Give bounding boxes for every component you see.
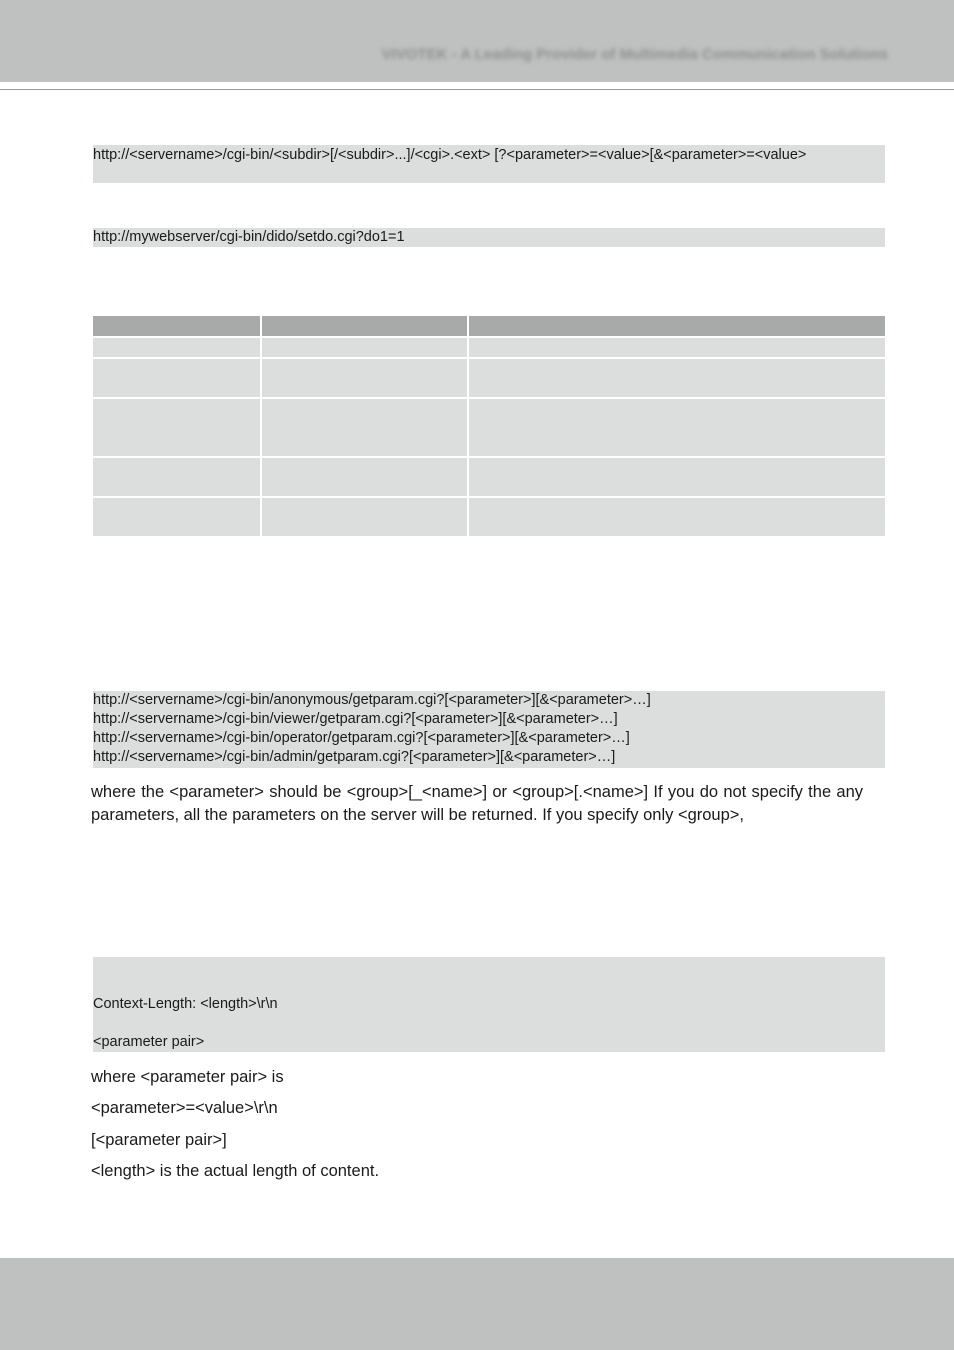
definition-line-4: <length> is the actual length of content. bbox=[91, 1162, 380, 1180]
url-syntax-line: http://<servername>/cgi-bin/<subdir>[/<subdir>...]/<cgi>.<ext> [?<parameter>=<value>[&<parameter>=<value> bbox=[93, 147, 807, 163]
parameter-pair-line: <parameter pair> bbox=[93, 1034, 205, 1050]
parameter-description-paragraph: where the <parameter> should be <group>[_<name>] or <group>[.<name>] If you do not specify the any parameters, all the parameters on the server will be returned. If you specify only <group>, bbox=[91, 783, 863, 824]
definition-line-2: <parameter>=<value>\r\n bbox=[91, 1099, 278, 1117]
getparam-url-operator: http://<servername>/cgi-bin/operator/getparam.cgi?[<parameter>][&<parameter>…] bbox=[93, 730, 630, 746]
table-cell bbox=[467, 498, 885, 536]
table-header-cell bbox=[260, 316, 467, 338]
table-cell bbox=[93, 338, 260, 359]
content-length-line: Context-Length: <length>\r\n bbox=[93, 996, 278, 1012]
table-header-cell bbox=[93, 316, 260, 338]
table-cell bbox=[93, 359, 260, 399]
blank-parameter-table bbox=[93, 316, 885, 536]
header-tagline: VIVOTEK - A Leading Provider of Multimedia Communication Solutions bbox=[381, 46, 888, 63]
table-cell bbox=[93, 458, 260, 498]
header-divider bbox=[0, 89, 954, 90]
getparam-url-admin: http://<servername>/cgi-bin/admin/getparam.cgi?[<parameter>][&<parameter>…] bbox=[93, 749, 616, 765]
definition-line-3: [<parameter pair>] bbox=[91, 1131, 227, 1149]
definition-line-1: where <parameter pair> is bbox=[91, 1068, 284, 1086]
table-cell bbox=[467, 458, 885, 498]
url-example-box bbox=[93, 228, 885, 247]
table-cell bbox=[260, 338, 467, 359]
table-row bbox=[93, 498, 885, 536]
table-cell bbox=[260, 498, 467, 536]
table-cell bbox=[467, 399, 885, 458]
url-syntax-box bbox=[93, 145, 885, 183]
table-header-cell bbox=[467, 316, 885, 338]
table-cell bbox=[93, 399, 260, 458]
page-footer bbox=[0, 1258, 954, 1350]
table-row bbox=[93, 359, 885, 399]
table-header-row bbox=[93, 316, 885, 338]
table-cell bbox=[467, 338, 885, 359]
table-row bbox=[93, 399, 885, 458]
table-cell bbox=[260, 359, 467, 399]
table-row bbox=[93, 458, 885, 498]
table-cell bbox=[260, 399, 467, 458]
table-cell bbox=[467, 359, 885, 399]
getparam-url-viewer: http://<servername>/cgi-bin/viewer/getparam.cgi?[<parameter>][&<parameter>…] bbox=[93, 711, 618, 727]
table-row bbox=[93, 338, 885, 359]
response-format-box bbox=[93, 957, 885, 1052]
getparam-url-anonymous: http://<servername>/cgi-bin/anonymous/getparam.cgi?[<parameter>][&<parameter>…] bbox=[93, 692, 651, 708]
table-cell bbox=[260, 458, 467, 498]
url-example-line: http://mywebserver/cgi-bin/dido/setdo.cgi?do1=1 bbox=[93, 229, 405, 245]
getparam-url-box bbox=[93, 691, 885, 768]
page-header bbox=[0, 0, 954, 82]
table-cell bbox=[93, 498, 260, 536]
